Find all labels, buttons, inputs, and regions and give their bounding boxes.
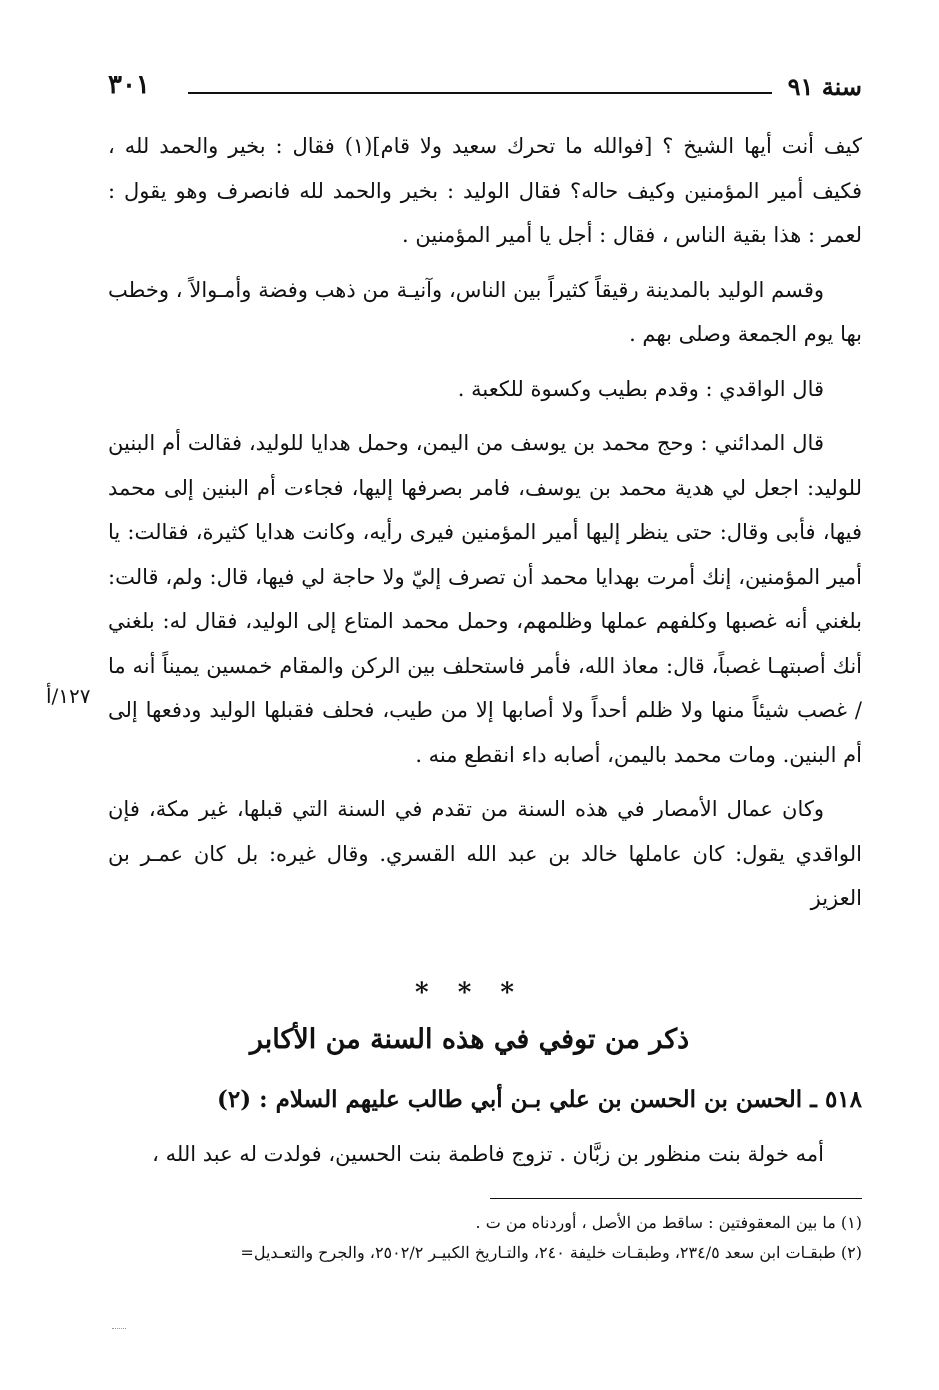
footnote: (٢) طبقـات ابن سعد ٢٣٤/٥، وطبقـات خليفة ٢٤٠، والتـاريخ الكبيـر ٢٥٠٢/٢، والجرح والتعـديل= — [240, 1243, 862, 1262]
footnote-rule — [490, 1198, 862, 1199]
paragraph: وقسم الوليد بالمدينة رقيقاً كثيراً بين الناس، وآنيـة من ذهب وفضة وأمـوالاً ، وخطب بها يوم الجمعة وصلى بهم . — [108, 277, 862, 346]
paragraph: قال الواقدي : وقدم بطيب وكسوة للكعبة . — [457, 376, 824, 401]
manuscript-folio-note: ١٢٧/أ — [46, 684, 91, 708]
paragraph: وكان عمال الأمصار في هذه السنة من تقدم في السنة التي قبلها، غير مكة، فإن الواقدي يقول: كان عاملها خالد بن عبد الله القسري. وقال غيره: بل كان عمـر بن العزيز — [108, 797, 862, 910]
scan-speck — [112, 1328, 126, 1329]
section-heading: ذكر من توفي في هذه السنة من الأكابر — [249, 1024, 690, 1055]
footnotes — [100, 1208, 862, 1268]
biography-entry-title: ٥١٨ ـ الحسن بن الحسن بن علي بـن أبي طالب عليهم السلام : (٢) — [217, 1086, 862, 1113]
section-separator: * * * — [415, 978, 524, 1008]
biography-entry-text: أمه خولة بنت منظور بن زبَّان . تزوج فاطمة بنت الحسين، فولدت له عبد الله ، — [152, 1142, 824, 1166]
footnote: (١) ما بين المعقوفتين : ساقط من الأصل ، أوردناه من ت . — [475, 1213, 862, 1232]
paragraph: قال المدائني : وحج محمد بن يوسف من اليمن، وحمل هدايا للوليد، فقالت أم البنين للوليد: اجعل لي هدية محمد بن يوسف، فامر بصرفها إليها، فجاءت أم البنين إلى محمد فيها، فأبى وقال: حتى ينظر إليها أمير المؤمنين فيرى رأيه، وكانت هدايا كثيرة، فقالت: يا أمير المؤمنين، إنك أمرت بهدايا محمد أن تصرف إليّ ولا حاجة لي فيها، قال: ولم، قالت: بلغني أنه غصبها وكلفهم عملها وظلمهم، وحمل محمد المتاع إلى الوليد، فقال له: بلغني أنك أصبتهـا غصباً، قال: معاذ الله، فأمر فاستحلف بين الركن والمقام خمسين يميناً أنه ما / غصب شيئاً منها ولا ظلم أحداً ولا أصابها إلا من طيب، فحلف فقبلها الوليد ودفعها إلى أم البنين. ومات محمد باليمن، أصابه داء انقطع منه . — [108, 431, 862, 767]
main-text — [108, 124, 862, 931]
header-rule — [188, 92, 772, 94]
running-header-year: سنة ٩١ — [787, 72, 862, 101]
paragraph: كيف أنت أيها الشيخ ؟ [فوالله ما تحرك سعيد ولا قام](١) فقال : بخير والحمد لله ، فكيف أمير المؤمنين وكيف حاله؟ فقال الوليد : بخير والحمد لله فانصرف وهو يقول : لعمر : هذا بقية الناس ، فقال : أجل يا أمير المؤمنين . — [108, 134, 862, 247]
page-header — [108, 72, 862, 108]
page-number: ٣٠١ — [108, 70, 150, 100]
